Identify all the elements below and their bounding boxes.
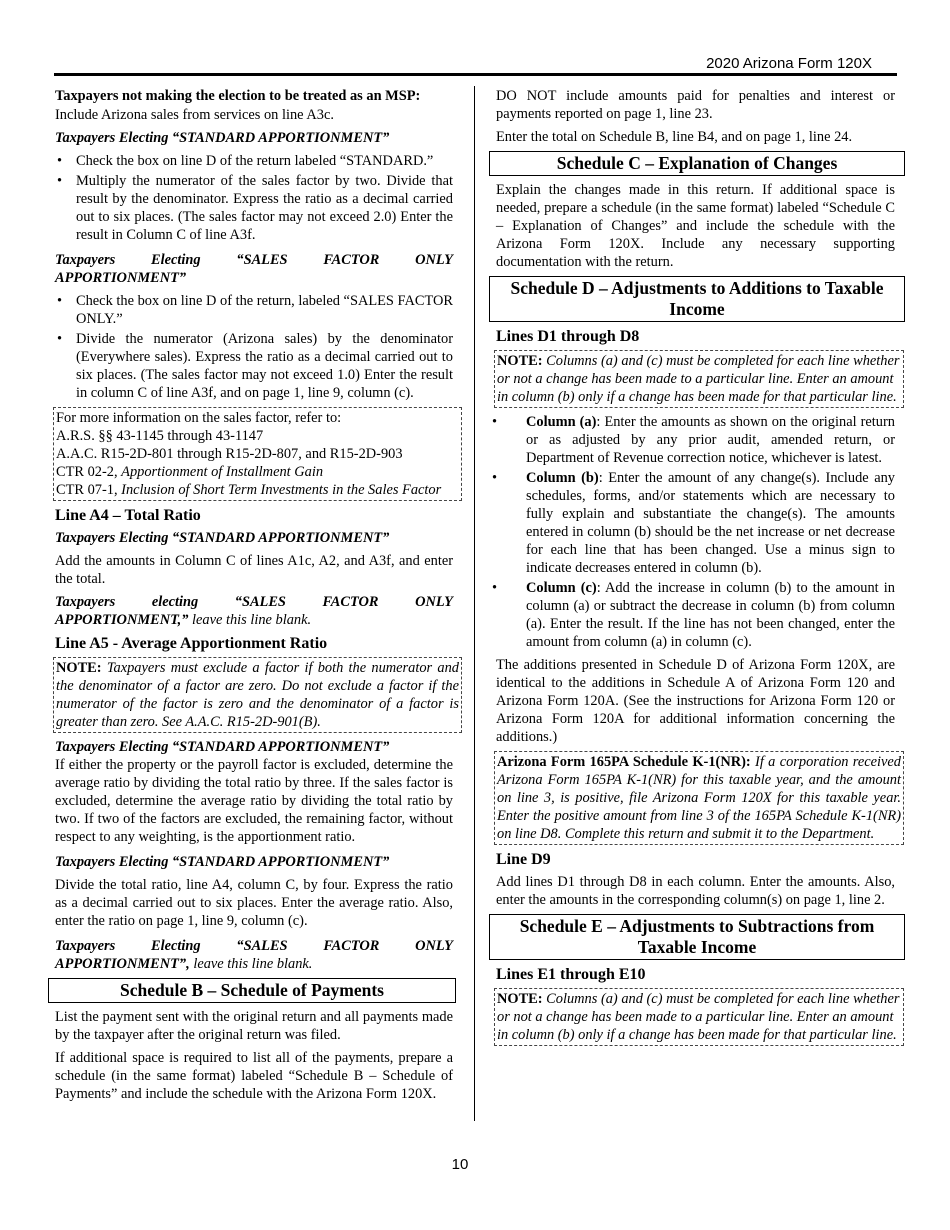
list-item: • Column (a): Enter the amounts as shown on the original return or as adjusted by any prior audit, amended return, or Department of Revenue correction notice, whichever is latest. [496, 413, 895, 467]
msp-text: Include Arizona sales from services on line A3c. [55, 107, 334, 123]
a5-std-text-2: Divide the total ratio, line A4, column C, by four. Express the ratio as a decimal carried out to six places. Enter the average ratio. Also, enter the ratio on page 1, line 9, column (c). [55, 877, 453, 929]
list-item: • Divide the numerator (Arizona sales) by the denominator (Everywhere sales). Express the ratio as a decimal carried out to six places. (The sales factor may not exceed 1.0) Enter the result in column C of line A3f, and on page 1, line 9, column (c). [55, 330, 453, 402]
k1-note-box: Arizona Form 165PA Schedule K-1(NR): If a corporation received Arizona Form 165PA K-1(NR) for this taxable year, and the amount on line 3, is positive, file Arizona Form 120X for this taxable year. Enter the positive amount from line 3 of the 165PA Schedule K-1(NR) on line D8. Complete this return and submit it to the Department. [494, 751, 904, 845]
right-column [496, 87, 901, 1051]
a5-std-heading-1: Taxpayers Electing “STANDARD APPORTIONMENT” [55, 739, 390, 755]
left-column: Taxpayers not making the election to be treated as an MSP: Include Arizona sales from services on line A3c. Taxpayers Electing “STANDARD APPORTIONMENT” • Check the box on line D of the return labeled “STANDARD.” • Multiply the numerator of the sales factor by two. Divide that result by the denominator. Express the ratio as a decimal carried out to six places. (The sales factor may not exceed 2.0) Enter the result in Column C of line A3f. Taxpayers Electing “SALES FACTOR ONLY APPORTIONMENT” • Check the box on line D of the return, labeled “SALES FACTOR ONLY.” • Divide the numerator (Arizona sales) by the denominator (Everywhere sales). Express the ratio as a decimal carried out to six places. (The sales factor may not exceed 1.0) Enter the result in column C of line A3f, and on page 1, line 9, column (c). For more information on the sales factor, refer to: A.R.S. §§ 43-1145 through 43-1147 A.A.C. R15-2D-801 through R15-2D-807, and R15-2D-903 CTR 02-2, Apportionment of Installment Gain CTR 07-1, Inclusion of Short Term Investments in the Sales Factor Line A4 – Total Ratio Taxpayers Electing “STANDARD APPORTIONMENT” Add the amounts in Column C of lines A1c, A2, and A3f, and enter the total. Taxpayers electing “SALES FACTOR ONLY APPORTIONMENT,” leave this line blank. Line A5 - Average Apportionment Ratio NOTE: Taxpayers must exclude a factor if both the numerator and the denominator of a factor are zero. Do not exclude a factor if the numerator of the factor is zero and the denominator of a factor is greater than zero. See A.A.C. R15-2D-901(B). Taxpayers Electing “STANDARD APPORTIONMENT” If either the property or the payroll factor is excluded, determine the average ratio by dividing the total ratio by three. If the sales factor is excluded, determine the average ratio by dividing the total ratio by two. If two of the factors are excluded, the remaining factor, without respect to any weighting, is the apportionment ratio. Taxpayers Electing “STANDARD APPORTIONMENT” Divide the total ratio, line A4, column C, by four. Express the ratio as a decimal carried out to six places. Enter the average ratio. Also, enter the ratio on page 1, line 9, column (c). Taxpayers Electing “SALES FACTOR ONLY APPORTIONMENT”, leave this line blank. Schedule B – Schedule of Payments List the payment sent with the original return and all payments made by the taxpayer after the original return was filed. If additional space is required to list all of the payments, prepare a schedule (in the same format) labeled “Schedule B – Schedule of Payments” and include the schedule with the Arizona Form 120X. [55, 87, 453, 1108]
sales-factor-list [55, 292, 453, 402]
sales-factor-info-box: For more information on the sales factor, refer to: A.R.S. §§ 43-1145 through 43-1147 A.A.C. R15-2D-801 through R15-2D-807, and R15-2D-903 CTR 02-2, Apportionment of Installment Gain CTR 07-1, Inclusion of Short Term Investments in the Sales Factor [53, 407, 462, 501]
list-item: • Column (b): Enter the amount of any change(s). Include any schedules, forms, and/or statements which are necessary to fully explain and substantiate the change(s). The amounts entered in column (b) should be the net increase or net decrease for each line that has been changed. Use a minus sign to indicate decreases entered in column (b). [496, 469, 895, 577]
schedule-b-continued-2: Enter the total on Schedule B, line B4, and on page 1, line 24. [496, 129, 853, 145]
column-divider [474, 86, 475, 1121]
list-item: • Check the box on line D of the return, labeled “SALES FACTOR ONLY.” [55, 292, 453, 328]
lines-e1-e10-heading: Lines E1 through E10 [496, 966, 646, 983]
list-item: • Check the box on line D of the return labeled “STANDARD.” [55, 152, 453, 170]
a5-std-heading-2: Taxpayers Electing “STANDARD APPORTIONMENT” [55, 854, 390, 870]
d-note-box: NOTE: Columns (a) and (c) must be completed for each line whether or not a change has been made to a particular line. Enter an amount in column (b) only if a change has been made for that particular line. [494, 350, 904, 408]
d-columns-list [496, 413, 895, 651]
a5-sales-factor-heading: Taxpayers Electing “SALES FACTOR ONLY [55, 938, 453, 954]
msp-heading: Taxpayers not making the election to be treated as an MSP: [55, 88, 421, 104]
page-number: 10 [451, 1156, 469, 1173]
d-additions-text: The additions presented in Schedule D of Arizona Form 120X, are identical to the additions in Schedule A of Arizona Form 120 and Arizona Form 120A. (See the instructions for Arizona Form 120 or Arizona Form 120A for additional information concerning the additions.) [496, 657, 895, 745]
list-item: • Multiply the numerator of the sales factor by two. Divide that result by the denominator. Express the ratio as a decimal carried out to six places. (The sales factor may not exceed 2.0) Enter the result in Column C of line A3f. [55, 172, 453, 244]
schedule-e-title: Schedule E – Adjustments to Subtractions from Taxable Income [489, 914, 905, 960]
line-d9-heading: Line D9 [496, 851, 551, 868]
schedule-b-text-1: List the payment sent with the original return and all payments made by the taxpayer after the original return was filed. [55, 1009, 453, 1043]
a4-std-text: Add the amounts in Column C of lines A1c, A2, and A3f, and enter the total. [55, 553, 453, 587]
sales-factor-heading: Taxpayers Electing “SALES FACTOR ONLY [55, 252, 453, 268]
schedule-b-continued-1: DO NOT include amounts paid for penalties and interest or payments reported on page 1, line 23. [496, 88, 895, 122]
e-note-box: NOTE: Columns (a) and (c) must be completed for each line whether or not a change has been made to a particular line. Enter an amount in column (b) only if a change has been made for that particular line. [494, 988, 904, 1046]
schedule-b-text-2: If additional space is required to list all of the payments, prepare a schedule (in the same format) labeled “Schedule B – Schedule of Payments” and include the schedule with the Arizona Form 120X. [55, 1050, 453, 1102]
a4-sales-factor-heading: Taxpayers electing “SALES FACTOR ONLY [55, 594, 453, 610]
a4-std-heading: Taxpayers Electing “STANDARD APPORTIONMENT” [55, 530, 390, 546]
a5-note-box: NOTE: Taxpayers must exclude a factor if both the numerator and the denominator of a factor are zero. Do not exclude a factor if the numerator of the factor is zero and the denominator of a factor is greater than zero. See A.A.C. R15-2D-901(B). [53, 657, 462, 733]
schedule-b-title: Schedule B – Schedule of Payments [48, 978, 456, 1003]
form-header-title: 2020 Arizona Form 120X [706, 55, 872, 72]
std-apportionment-list [55, 152, 453, 244]
std-apportionment-heading: Taxpayers Electing “STANDARD APPORTIONMENT” [55, 130, 390, 146]
list-item: • Column (c): Add the increase in column (b) to the amount in column (a) or subtract the decrease in column (b) from column (a). Enter the result. If the line has not been changed, enter the amount from column (a) in column (c). [496, 579, 895, 651]
d9-text: Add lines D1 through D8 in each column. Enter the amounts. Also, enter the amounts in the corresponding column(s) on page 1, line 2. [496, 874, 895, 908]
schedule-d-title: Schedule D – Adjustments to Additions to Taxable Income [489, 276, 905, 322]
schedule-c-text: Explain the changes made in this return. If additional space is needed, prepare a schedule (in the same format) labeled “Schedule C – Explanation of Changes” and include the schedule with the Arizona Form 120X. Include any necessary supporting documentation with the return. [496, 182, 895, 270]
header-rule [54, 73, 897, 76]
sales-factor-heading-end: APPORTIONMENT” [55, 270, 187, 286]
lines-d1-d8-heading: Lines D1 through D8 [496, 328, 640, 345]
a5-std-text-1: If either the property or the payroll factor is excluded, determine the average ratio by dividing the total ratio by three. If the sales factor is excluded, determine the average ratio by dividing the total ratio by two. If two of the factors are excluded, the remaining factor, without respect to any weighting, is the apportionment ratio. [55, 757, 453, 845]
line-a5-heading: Line A5 - Average Apportionment Ratio [55, 635, 328, 652]
line-a4-heading: Line A4 – Total Ratio [55, 507, 201, 524]
schedule-c-title: Schedule C – Explanation of Changes [489, 151, 905, 176]
